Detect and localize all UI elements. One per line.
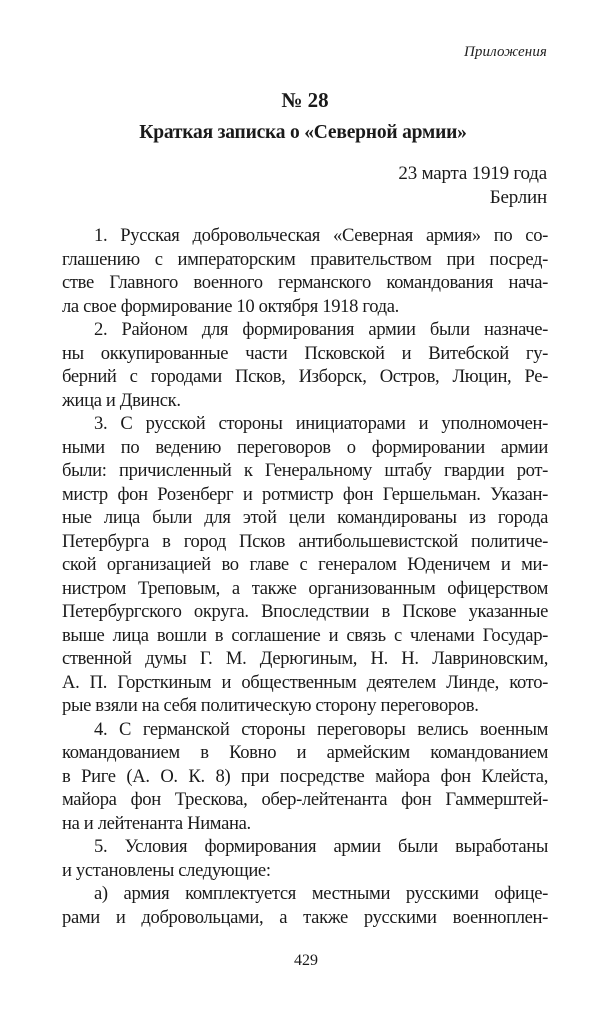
text-line: рые взяли на себя политическую сторону переговоров. [62,695,479,716]
running-head: Приложения [463,44,547,60]
paragraph [62,412,548,718]
text-line: Петербурга в город Псков антибольшевистской политиче- [62,530,548,552]
text-line: Петербургского округа. Впоследствии в Пскове указанные [62,601,548,622]
paragraph [62,835,548,882]
text-line: ственной думы Г. М. Дерюгиным, Н. Н. Лавриновским, [62,648,548,669]
text-line: ными по ведению переговоров о формировании армии [62,436,548,458]
text-line: командованием в Ковно и армейским командованием [62,742,548,763]
paragraph [62,882,548,929]
text-line: а) армия комплектуется местными русскими офице- [94,883,548,904]
text-line: нистром Треповым, а также организованным офицерством [62,577,548,599]
text-line: стве Главного военного германского командования нача- [62,272,548,293]
text-line: рами и добровольцами, а также русскими военноплен- [62,906,548,928]
text-line: майора фон Трескова, обер-лейтенанта фон Гаммерштей- [62,789,548,810]
document-place: Берлин [489,187,547,208]
body-text [62,224,548,929]
paragraph [62,718,548,836]
text-line: выше лица вошли в соглашение и связь с членами Государ- [62,624,548,646]
page-number: 429 [294,952,318,969]
paragraph [62,224,548,318]
text-line: 4. С германской стороны переговоры велись военным [94,718,548,740]
text-line: жица и Двинск. [62,389,181,411]
text-line: были: причисленный к Генеральному штабу гвардии рот- [62,460,548,481]
text-line: ской организацией во главе с генералом Юденичем и ми- [62,554,548,575]
text-line: на и лейтенанта Нимана. [62,812,251,834]
document-number: № 28 [281,88,329,112]
dateline [398,162,547,210]
document-date: 23 марта 1919 года [398,163,547,184]
text-line: берний с городами Псков, Изборск, Остров, Люцин, Ре- [62,366,548,387]
document-title: Краткая записка о «Северной армии» [139,122,467,143]
text-line: 1. Русская добровольческая «Северная армия» по со- [94,225,548,246]
paragraph [62,318,548,412]
text-line: глашению с императорским правительством при посред- [62,248,548,270]
text-line: А. П. Горсткиным и общественным деятелем Линде, кото- [62,671,548,693]
text-line: в Риге (А. О. К. 8) при посредстве майора фон Клейста, [62,765,548,787]
text-line: 2. Районом для формирования армии были назначе- [94,319,548,340]
text-line: мистр фон Розенберг и ротмистр фон Гершельман. Указан- [62,483,548,505]
text-line: ла свое формирование 10 октября 1918 года. [62,295,399,317]
text-line: ны оккупированные части Псковской и Витебской гу- [62,342,548,364]
text-line: ные лица были для этой цели командированы из города [62,507,548,528]
text-line: 5. Условия формирования армии были выработаны [94,836,548,857]
text-line: 3. С русской стороны инициаторами и уполномочен- [94,413,548,434]
text-line: и установлены следующие: [62,859,271,881]
